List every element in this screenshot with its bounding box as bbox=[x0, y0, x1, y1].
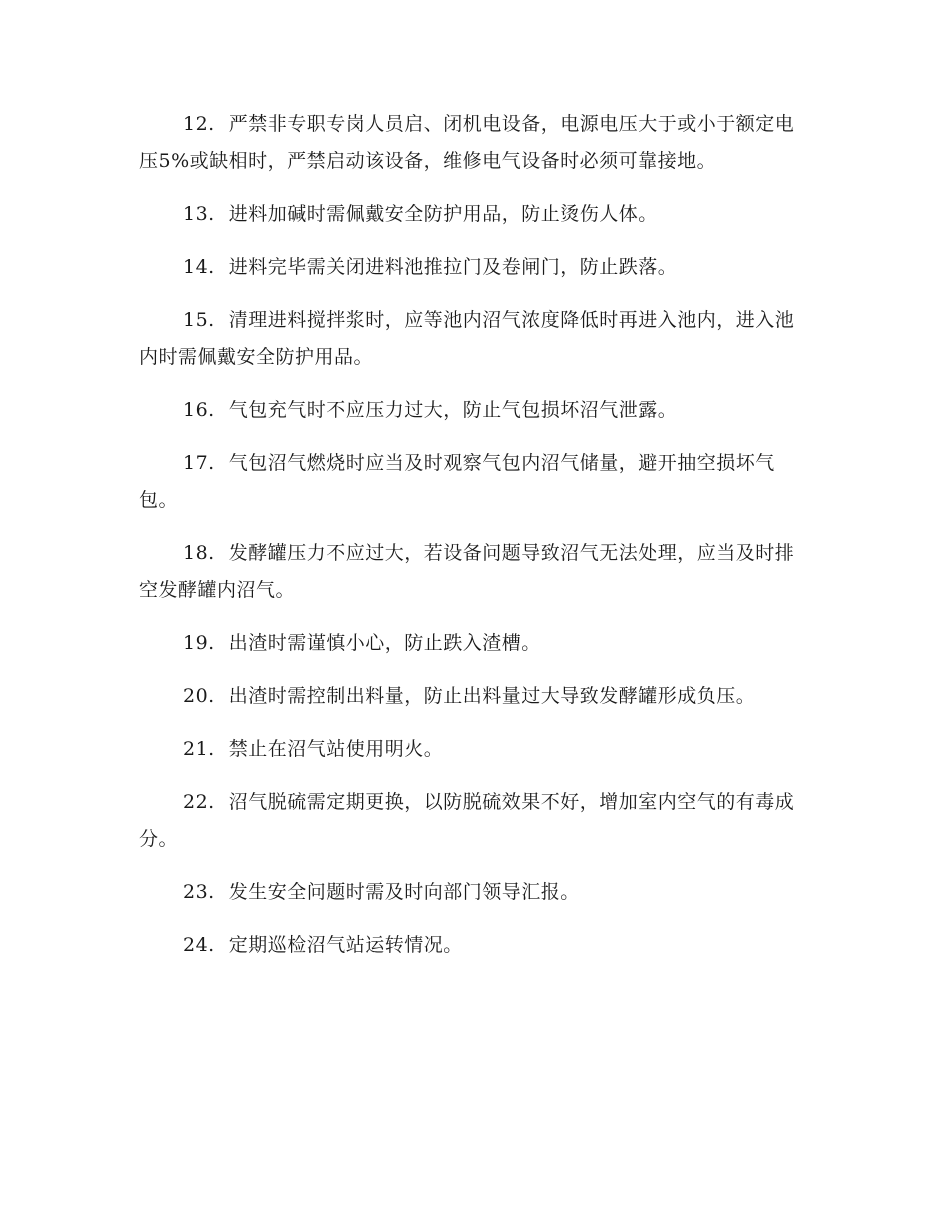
item-number: 24. bbox=[183, 934, 215, 956]
list-item bbox=[139, 678, 809, 715]
item-number: 12. bbox=[183, 113, 215, 135]
list-item bbox=[139, 731, 809, 768]
item-text: 气包沼气燃烧时应当及时观察气包内沼气储量，避开抽空损坏气包。 bbox=[139, 452, 775, 511]
list-item bbox=[139, 106, 809, 180]
list-item bbox=[139, 874, 809, 911]
item-text: 气包充气时不应压力过大，防止气包损坏沼气泄露。 bbox=[228, 399, 678, 421]
list-item bbox=[139, 535, 809, 609]
item-number: 17. bbox=[183, 452, 215, 474]
item-number: 19. bbox=[183, 632, 215, 654]
item-text: 清理进料搅拌浆时，应等池内沼气浓度降低时再进入池内，进入池内时需佩戴安全防护用品。 bbox=[139, 309, 795, 368]
item-text: 进料完毕需关闭进料池推拉门及卷闸门，防止跌落。 bbox=[228, 256, 678, 278]
item-text: 沼气脱硫需定期更换，以防脱硫效果不好，增加室内空气的有毒成分。 bbox=[139, 791, 795, 850]
item-number: 23. bbox=[183, 881, 215, 903]
item-number: 16. bbox=[183, 399, 215, 421]
list-item bbox=[139, 302, 809, 376]
item-text: 定期巡检沼气站运转情况。 bbox=[228, 934, 463, 956]
item-number: 14. bbox=[183, 256, 215, 278]
item-text: 发生安全问题时需及时向部门领导汇报。 bbox=[228, 881, 580, 903]
item-number: 21. bbox=[183, 738, 215, 760]
list-item bbox=[139, 392, 809, 429]
rules-list bbox=[139, 106, 809, 980]
item-text: 出渣时需谨慎小心，防止跌入渣槽。 bbox=[228, 632, 541, 654]
list-item bbox=[139, 625, 809, 662]
list-item bbox=[139, 249, 809, 286]
item-number: 15. bbox=[183, 309, 215, 331]
list-item bbox=[139, 445, 809, 519]
list-item bbox=[139, 927, 809, 964]
list-item bbox=[139, 784, 809, 858]
item-text: 进料加碱时需佩戴安全防护用品，防止烫伤人体。 bbox=[228, 203, 658, 225]
item-number: 22. bbox=[183, 791, 215, 813]
item-text: 发酵罐压力不应过大，若设备问题导致沼气无法处理，应当及时排空发酵罐内沼气。 bbox=[139, 542, 795, 601]
item-number: 18. bbox=[183, 542, 215, 564]
list-item bbox=[139, 196, 809, 233]
item-text: 禁止在沼气站使用明火。 bbox=[228, 738, 444, 760]
item-text: 出渣时需控制出料量，防止出料量过大导致发酵罐形成负压。 bbox=[228, 685, 756, 707]
item-number: 20. bbox=[183, 685, 215, 707]
item-text: 严禁非专职专岗人员启、闭机电设备，电源电压大于或小于额定电压5%或缺相时，严禁启动该设备，维修电气设备时必须可靠接地。 bbox=[139, 113, 795, 172]
item-number: 13. bbox=[183, 203, 215, 225]
